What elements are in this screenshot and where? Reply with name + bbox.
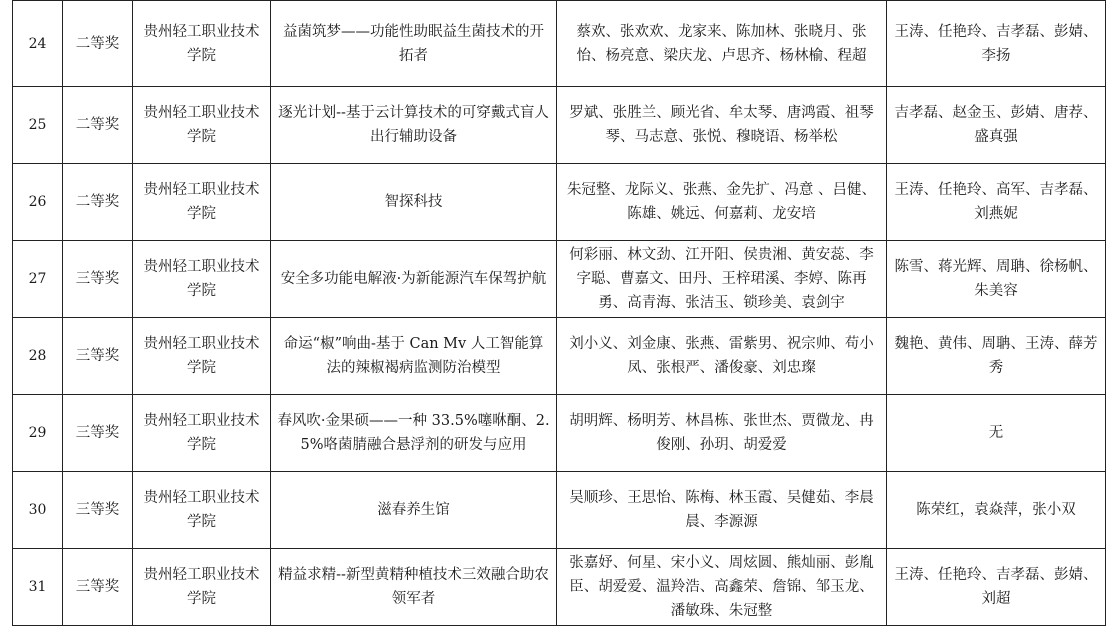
advisors: 王涛、任艳玲、吉孝磊、彭婧、刘超 bbox=[887, 549, 1106, 626]
advisors: 王涛、任艳玲、高军、吉孝磊、刘燕妮 bbox=[887, 164, 1106, 241]
table-row bbox=[13, 241, 1106, 318]
school-name: 贵州轻工职业技术学院 bbox=[133, 318, 271, 395]
school-name: 贵州轻工职业技术学院 bbox=[133, 164, 271, 241]
project-name: 春风吹·金果硕——一种 33.5%噻咻酮、2.5%咯菌腈融合悬浮剂的研发与应用 bbox=[271, 395, 557, 472]
project-name: 逐光计划--基于云计算技术的可穿戴式盲人出行辅助设备 bbox=[271, 87, 557, 164]
row-number: 31 bbox=[13, 549, 63, 626]
project-name: 精益求精--新型黄精种植技术三效融合助农领军者 bbox=[271, 549, 557, 626]
table-row bbox=[13, 318, 1106, 395]
advisors: 王涛、任艳玲、吉孝磊、彭婧、李扬 bbox=[887, 1, 1106, 87]
project-name: 安全多功能电解液·为新能源汽车保驾护航 bbox=[271, 241, 557, 318]
advisors: 魏艳、黄伟、周聃、王涛、薛芳秀 bbox=[887, 318, 1106, 395]
table-row bbox=[13, 87, 1106, 164]
project-name: 命运“椒”响曲-基于 Can Mv 人工智能算法的辣椒褐病监测防治模型 bbox=[271, 318, 557, 395]
advisors: 陈荣红，袁焱萍，张小双 bbox=[887, 472, 1106, 549]
advisors: 无 bbox=[887, 395, 1106, 472]
award-table bbox=[12, 0, 1106, 626]
school-name: 贵州轻工职业技术学院 bbox=[133, 1, 271, 87]
project-name: 益菌筑梦——功能性助眠益生菌技术的开拓者 bbox=[271, 1, 557, 87]
award-level: 三等奖 bbox=[63, 549, 133, 626]
award-level: 二等奖 bbox=[63, 164, 133, 241]
award-level: 三等奖 bbox=[63, 241, 133, 318]
team-members: 刘小义、刘金康、张燕、雷紫男、祝宗帅、苟小凤、张根严、潘俊豪、刘忠璨 bbox=[557, 318, 887, 395]
row-number: 27 bbox=[13, 241, 63, 318]
row-number: 29 bbox=[13, 395, 63, 472]
team-members: 胡明辉、杨明芳、林昌栋、张世杰、贾微龙、冉俊刚、孙玥、胡爱爱 bbox=[557, 395, 887, 472]
school-name: 贵州轻工职业技术学院 bbox=[133, 472, 271, 549]
team-members: 吴顺珍、王思怡、陈梅、林玉霞、吴健茹、李晨晨、李源源 bbox=[557, 472, 887, 549]
award-level: 二等奖 bbox=[63, 1, 133, 87]
award-level: 三等奖 bbox=[63, 472, 133, 549]
advisors: 陈雪、蒋光辉、周聃、徐杨帆、朱美容 bbox=[887, 241, 1106, 318]
team-members: 张嘉妤、何星、宋小义、周炫圆、熊灿丽、彭胤臣、胡爱爱、温羚浩、高鑫荣、詹锦、邹玉龙、潘敏珠、朱冠整 bbox=[557, 549, 887, 626]
team-members: 蔡欢、张欢欢、龙家来、陈加林、张晓月、张怡、杨亮意、梁庆龙、卢思齐、杨林榆、程超 bbox=[557, 1, 887, 87]
table-row bbox=[13, 1, 1106, 87]
award-level: 二等奖 bbox=[63, 87, 133, 164]
row-number: 25 bbox=[13, 87, 63, 164]
project-name: 滋春养生馆 bbox=[271, 472, 557, 549]
row-number: 26 bbox=[13, 164, 63, 241]
team-members: 朱冠整、龙际义、张燕、金先扩、冯意 、吕健、陈雄、姚远、何嘉莉、龙安培 bbox=[557, 164, 887, 241]
table-row bbox=[13, 549, 1106, 626]
award-level: 三等奖 bbox=[63, 395, 133, 472]
project-name: 智探科技 bbox=[271, 164, 557, 241]
row-number: 28 bbox=[13, 318, 63, 395]
team-members: 何彩丽、林文劲、江开阳、侯贵湘、黄安蕊、李字聪、曹嘉文、田丹、王梓珺溪、李婷、陈再勇、高青海、张洁玉、锁珍美、袁剑宇 bbox=[557, 241, 887, 318]
award-level: 三等奖 bbox=[63, 318, 133, 395]
row-number: 24 bbox=[13, 1, 63, 87]
table-row bbox=[13, 472, 1106, 549]
advisors: 吉孝磊、赵金玉、彭婧、唐荐、盛真强 bbox=[887, 87, 1106, 164]
row-number: 30 bbox=[13, 472, 63, 549]
school-name: 贵州轻工职业技术学院 bbox=[133, 549, 271, 626]
school-name: 贵州轻工职业技术学院 bbox=[133, 87, 271, 164]
school-name: 贵州轻工职业技术学院 bbox=[133, 395, 271, 472]
table-row bbox=[13, 164, 1106, 241]
school-name: 贵州轻工职业技术学院 bbox=[133, 241, 271, 318]
table-row bbox=[13, 395, 1106, 472]
team-members: 罗斌、张胜兰、顾光省、牟太琴、唐鸿霞、祖琴琴、马志意、张悦、穆晓语、杨举松 bbox=[557, 87, 887, 164]
